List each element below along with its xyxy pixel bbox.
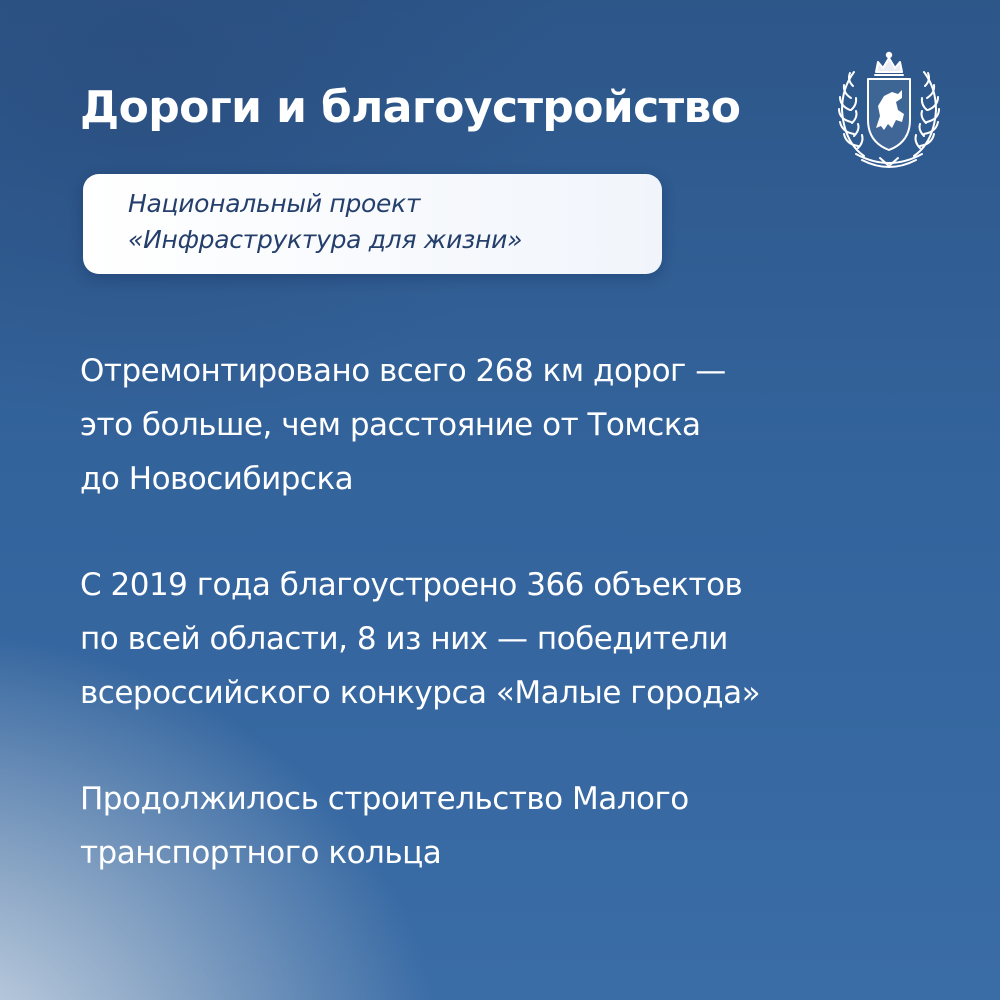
fact-text-line: это больше, чем расстояние от Томска <box>80 407 701 443</box>
fact-text-line: до Новосибирска <box>80 461 354 497</box>
project-name: «Инфраструктура для жизни» <box>128 225 523 254</box>
fact-text-line: по всей области, 8 из них — победители <box>80 621 728 657</box>
fact-text-line: транспортного кольца <box>80 835 442 871</box>
fact-text-line: С 2019 года благоустроено 366 объектов <box>80 567 743 603</box>
fact-transport-ring <box>80 772 980 880</box>
national-project-card <box>83 174 662 274</box>
tomsk-region-coat-of-arms-icon <box>818 50 960 174</box>
fact-text-line: Продолжилось строительство Малого <box>80 781 689 817</box>
fact-text-line: всероссийского конкурса «Малые города» <box>80 675 761 711</box>
page-title: Дороги и благоустройство <box>80 82 741 133</box>
facts-list <box>80 344 980 932</box>
fact-improvement <box>80 558 980 720</box>
project-label: Национальный проект <box>128 189 421 218</box>
fact-roads <box>80 344 980 506</box>
fact-text-line: Отремонтировано всего 268 км дорог — <box>80 353 726 389</box>
